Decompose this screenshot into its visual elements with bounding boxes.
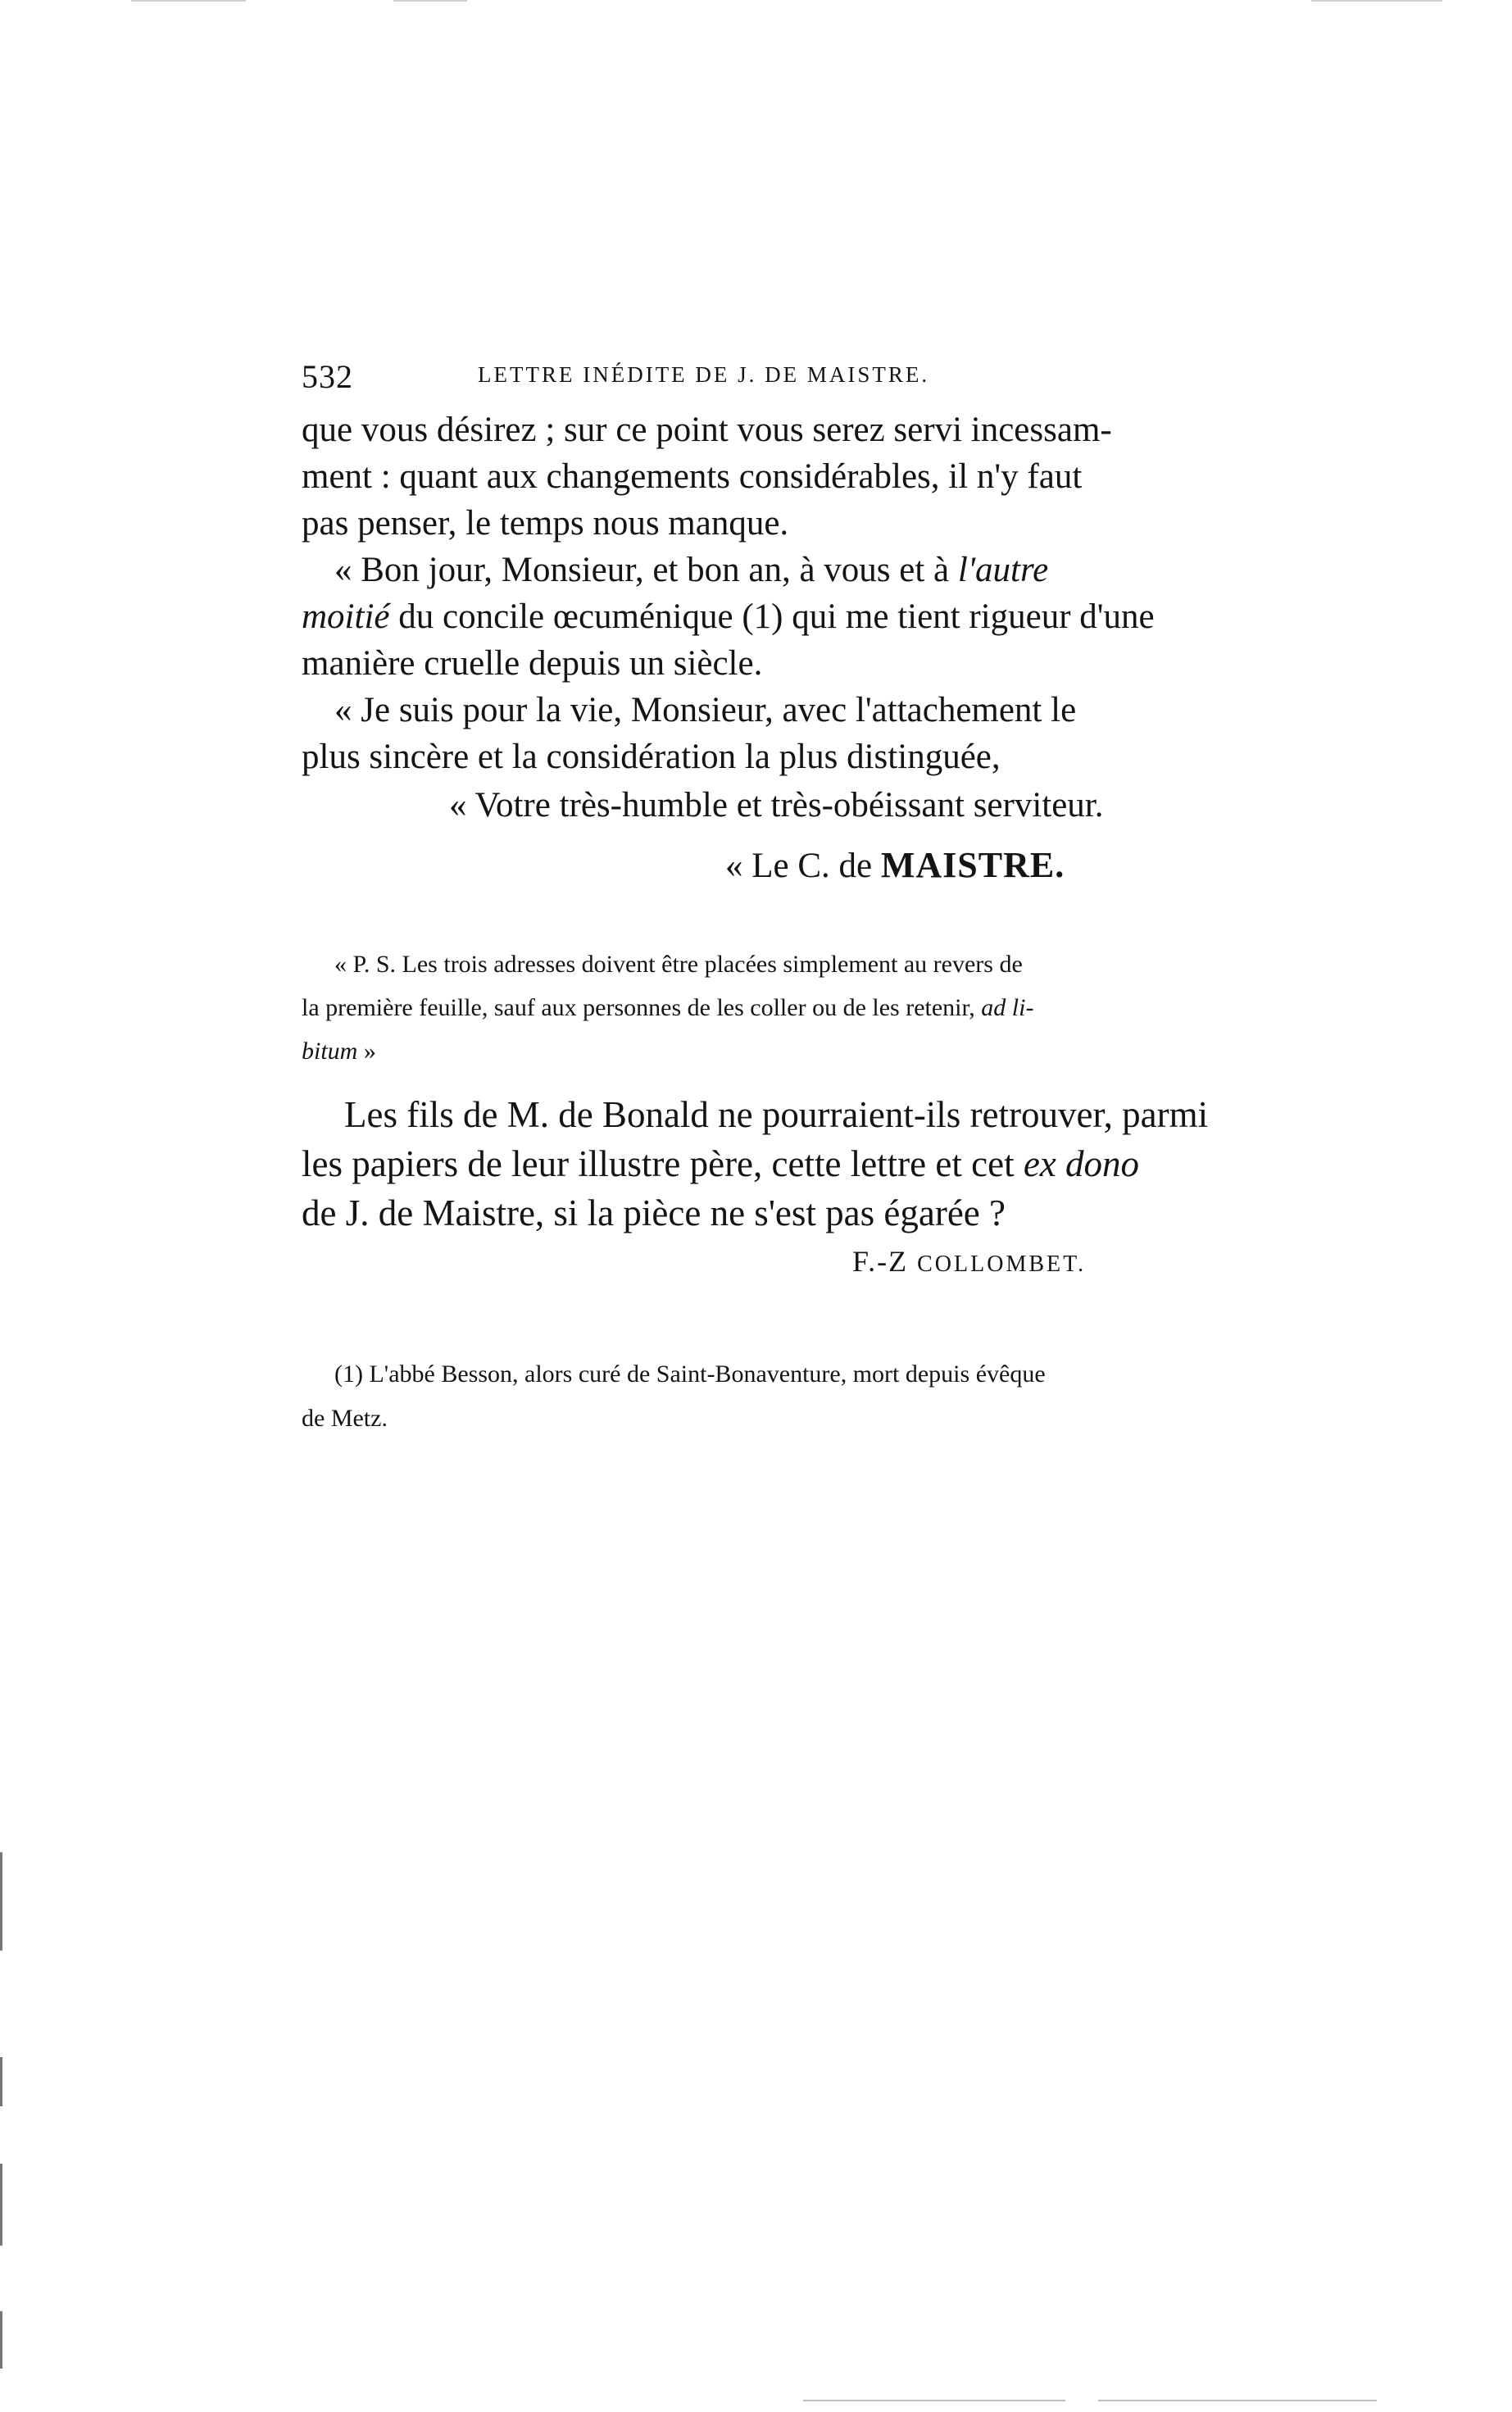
scan-margin-marks	[0, 1852, 5, 2377]
italic-phrase: ad li-	[981, 994, 1034, 1021]
text-line-content: ment : quant aux changements considérables, il n'y faut	[302, 457, 1083, 496]
scan-edge-mark	[1311, 0, 1442, 2]
text-line-content: plus sincère et la considération la plus distinguée,	[302, 738, 1001, 776]
scan-edge-mark	[1098, 2400, 1377, 2401]
text-line	[302, 453, 1187, 500]
text-line	[302, 734, 1187, 780]
scan-edge-mark	[0, 2311, 2, 2369]
author-initials: F.-Z	[852, 1245, 918, 1278]
text-line-content: « Je suis pour la vie, Monsieur, avec l'attachement le	[334, 691, 1077, 729]
postscript-line	[302, 943, 1187, 986]
postscript-line	[302, 986, 1187, 1029]
text-line	[302, 593, 1187, 640]
page-number: 532	[302, 358, 353, 395]
footnote	[302, 1352, 1187, 1441]
author-signature	[852, 1244, 1086, 1279]
text-line-content: pas penser, le temps nous manque.	[302, 504, 789, 543]
scan-edge-mark	[393, 0, 467, 2]
scan-edge-mark	[0, 2164, 2, 2246]
editor-note-text: de J. de Maistre, si la pièce ne s'est pas égarée ?	[302, 1192, 1006, 1233]
italic-phrase: l'autre	[957, 551, 1049, 589]
signature	[725, 844, 1065, 886]
italic-phrase: bitum	[302, 1038, 358, 1065]
signature-name: MAISTRE.	[880, 845, 1065, 885]
editor-note-line	[302, 1188, 1188, 1238]
postscript-text: la première feuille, sauf aux personnes de les coller ou de les retenir,	[302, 994, 982, 1021]
text-line	[302, 687, 1187, 734]
scan-edge-mark	[0, 2057, 2, 2106]
text-line	[302, 500, 1187, 547]
valediction: « Votre très-humble et très-obéissant serviteur.	[449, 786, 1104, 824]
editor-note	[302, 1090, 1209, 1238]
editor-note-line	[302, 1139, 1188, 1188]
text-line-content: manière cruelle depuis un siècle.	[302, 644, 763, 683]
editor-note-text: Les fils de M. de Bonald ne pourraient-ils retrouver, parmi	[344, 1094, 1209, 1135]
italic-phrase: ex dono	[1023, 1143, 1140, 1184]
editor-note-text: les papiers de leur illustre père, cette lettre et cet	[302, 1143, 1024, 1184]
signature-prefix: « Le C. de	[725, 847, 881, 885]
footnote-text: (1) L'abbé Besson, alors curé de Saint-Bonaventure, mort depuis évêque	[334, 1360, 1046, 1388]
scan-edge-mark	[131, 0, 246, 2]
running-header	[302, 357, 1187, 398]
footnote-text: de Metz.	[302, 1405, 388, 1432]
editor-note-line	[344, 1090, 1209, 1139]
scan-edge-mark	[803, 2400, 1065, 2401]
postscript-text: « P. S. Les trois adresses doivent être placées simplement au revers de	[334, 951, 1023, 978]
postscript-text: »	[357, 1038, 376, 1065]
postscript-line	[302, 1029, 1187, 1073]
text-line	[302, 407, 1187, 453]
footnote-line	[302, 1397, 1187, 1441]
text-line	[302, 640, 1187, 687]
author-surname: COLLOMBET.	[917, 1251, 1087, 1277]
text-line	[302, 547, 1187, 593]
letter-body	[302, 407, 1187, 780]
text-line-content: du concile œcuménique (1) qui me tient rigueur d'une	[389, 597, 1155, 636]
footnote-line	[302, 1352, 1187, 1397]
postscript	[302, 943, 1187, 1073]
scan-edge-mark	[0, 1852, 2, 1951]
running-title: LETTRE INÉDITE DE J. DE MAISTRE.	[478, 362, 930, 387]
italic-phrase: moitié	[302, 597, 390, 636]
text-line-content: que vous désirez ; sur ce point vous serez servi incessam-	[302, 411, 1112, 449]
text-line-content: « Bon jour, Monsieur, et bon an, à vous et à	[334, 551, 958, 589]
